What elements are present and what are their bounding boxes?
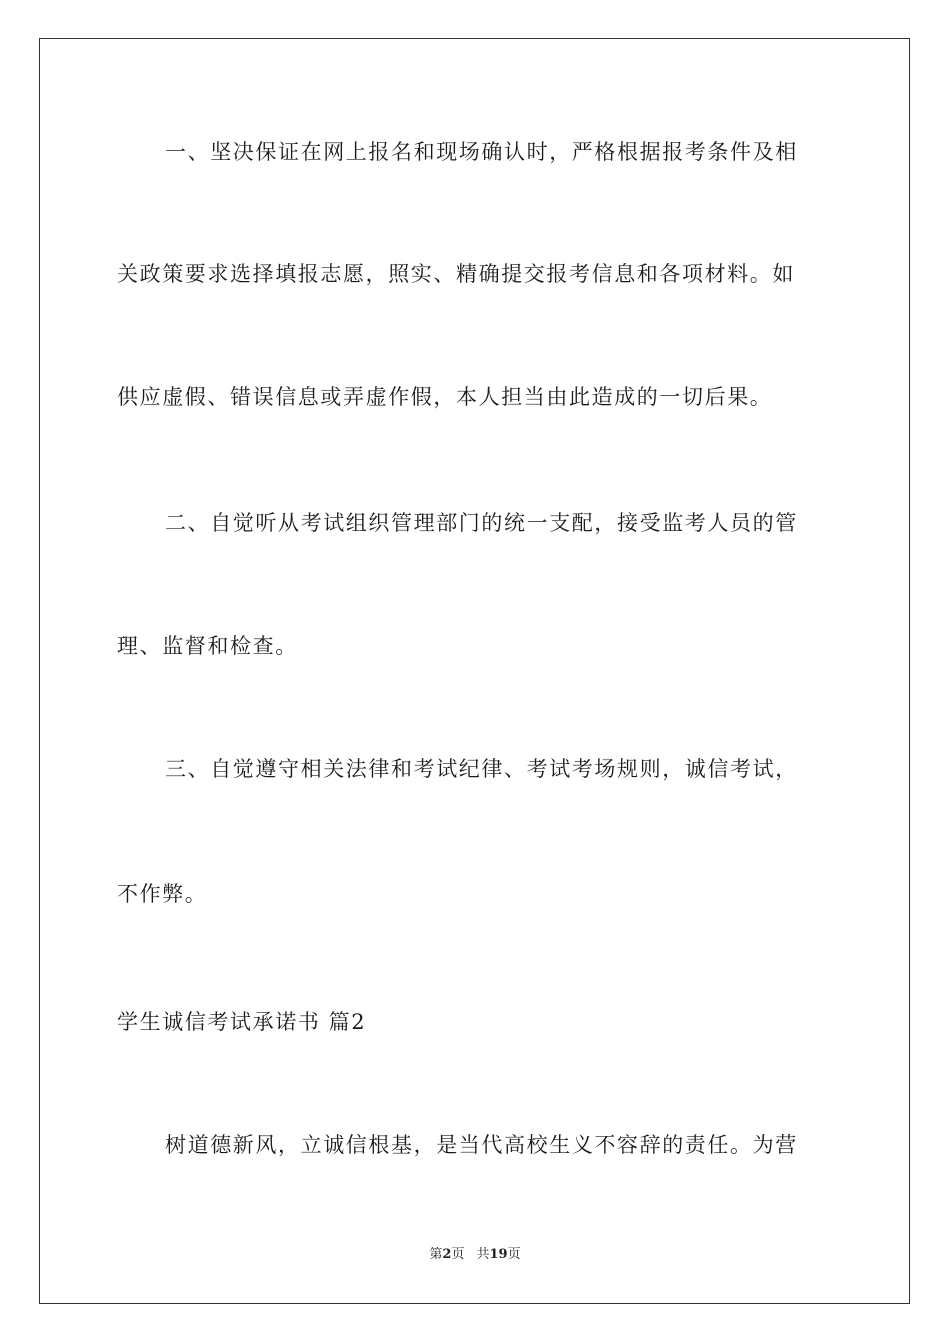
footer-total-prefix: 共	[476, 1247, 490, 1262]
footer-total-suffix: 页	[507, 1247, 521, 1262]
paragraph-3-line-1: 三、自觉遵守相关法律和考试纪律、考试考场规则，诚信考试，	[165, 757, 798, 781]
paragraph-2-line-2: 理、监督和检查。	[117, 634, 298, 658]
section-heading: 学生诚信考试承诺书 篇2	[117, 1010, 367, 1034]
footer-total-pages: 19	[489, 1247, 508, 1262]
paragraph-2-line-1: 二、自觉听从考试组织管理部门的统一支配，接受监考人员的管	[165, 511, 798, 535]
paragraph-4-line-1: 树道德新风，立诚信根基，是当代高校生义不容辞的责任。为营	[165, 1133, 798, 1157]
paragraph-1-line-1: 一、坚决保证在网上报名和现场确认时，严格根据报考条件及相	[165, 140, 798, 164]
footer-page-prefix: 第	[429, 1247, 443, 1262]
page-footer	[0, 1246, 950, 1264]
footer-page-suffix: 页	[451, 1247, 465, 1262]
paragraph-3-line-2: 不作弊。	[117, 882, 208, 906]
paragraph-1-line-2: 关政策要求选择填报志愿，照实、精确提交报考信息和各项材料。如	[117, 262, 795, 286]
footer-current-page: 2	[442, 1247, 452, 1262]
paragraph-1-line-3: 供应虚假、错误信息或弄虚作假，本人担当由此造成的一切后果。	[117, 385, 773, 409]
page-border	[39, 38, 910, 1304]
